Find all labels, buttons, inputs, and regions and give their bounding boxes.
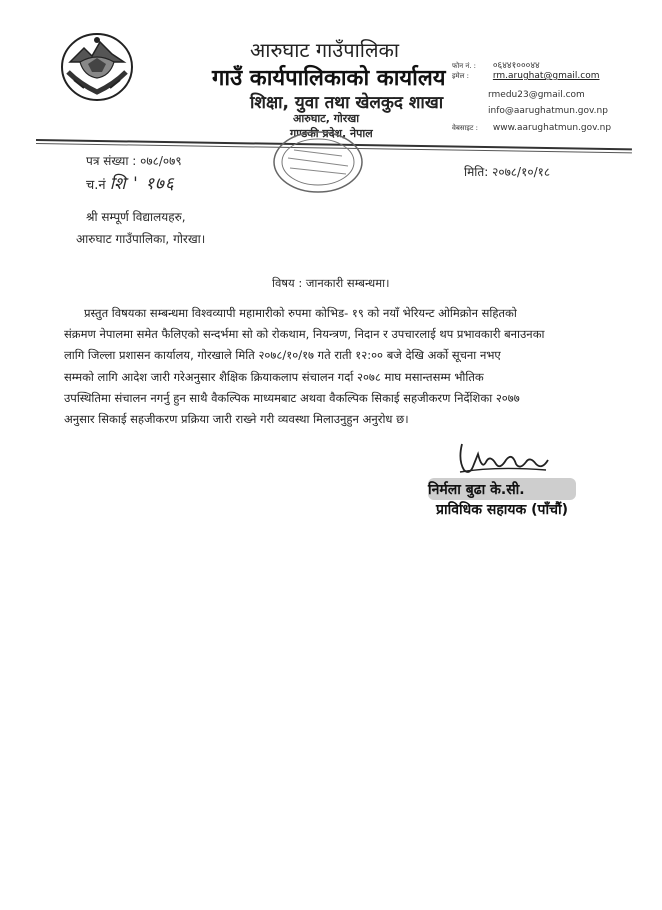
body-line: प्रस्तुत विषयका सम्बन्धमा विश्वव्यापी महामारीको रुपमा कोभिड- १९ को नयाँ भेरियन्ट ओमिक्रोन सहितको bbox=[84, 306, 517, 320]
body-line: संक्रमण नेपालमा समेत फैलिएको सन्दर्भमा सो को रोकथाम, नियन्त्रण, निदान र उपचारलाई थप प्रभावकारी बनाउनका bbox=[64, 327, 545, 341]
reference-number: पत्र संख्या : ०७८/०७९ bbox=[86, 154, 182, 168]
body-line: लागि जिल्ला प्रशासन कार्यालय, गोरखाले मिति २०७८/१०/१७ गते राती १२:०० बजे देखि अर्को सूचना नभए bbox=[64, 348, 501, 362]
signatory-name: निर्मला बुढा के.सी. bbox=[428, 482, 525, 498]
email-line bbox=[452, 71, 600, 81]
phone-value: ०६४४१०००४४ bbox=[492, 61, 540, 71]
org-name: आरुघाट गाउँपालिका bbox=[250, 38, 400, 62]
phone-line bbox=[452, 58, 540, 71]
website-label: वेबसाइट : bbox=[452, 124, 478, 132]
email-secondary[interactable]: rmedu23@gmail.com bbox=[488, 90, 585, 100]
dispatch-prefix: च.नं bbox=[86, 178, 106, 193]
recipient-line-2: आरुघाट गाउँपालिका, गोरखा। bbox=[76, 232, 206, 246]
body-line: अनुसार सिकाई सहजीकरण प्रक्रिया जारी राख्ने गरी व्यवस्था मिलाउनुहुन अनुरोध छ। bbox=[64, 412, 409, 426]
dispatch-number bbox=[86, 171, 175, 194]
signature-mark bbox=[456, 440, 566, 480]
email-label: इमेल : bbox=[452, 72, 469, 80]
website-line bbox=[452, 123, 611, 133]
office-location: आरुघाट, गोरखा bbox=[293, 112, 360, 125]
body-line: उपस्थितिमा संचालन नगर्नु हुन साथै वैकल्पिक माध्यमबाट अथवा वैकल्पिक सिकाई सहजीकरण निर्देशिका २०७७ bbox=[64, 391, 520, 405]
letter-date: मिति: २०७८/१०/१८ bbox=[464, 165, 551, 179]
phone-label: फोन नं. : bbox=[452, 62, 477, 70]
email-tertiary[interactable]: info@aarughatmun.gov.np bbox=[488, 106, 608, 116]
recipient-line-1: श्री सम्पूर्ण विद्यालयहरु, bbox=[86, 210, 186, 224]
section-name: शिक्षा, युवा तथा खेलकुद शाखा bbox=[250, 93, 444, 113]
nepal-emblem-icon bbox=[60, 32, 134, 102]
office-name: गाउँ कार्यपालिकाको कार्यालय bbox=[212, 66, 446, 91]
province-country: गण्डकी प्रदेश, नेपाल bbox=[290, 127, 373, 140]
email-primary-link[interactable]: rm.arughat@gmail.com bbox=[492, 71, 600, 81]
signatory-title: प्राविधिक सहायक (पाँचौं) bbox=[436, 502, 569, 518]
dispatch-number-handwritten: शि ' १७६ bbox=[109, 174, 175, 194]
office-stamp bbox=[270, 128, 366, 196]
body-line: सम्मको लागि आदेश जारी गरेअनुसार शैक्षिक क्रियाकलाप संचालन गर्दा २०७८ माघ मसान्तसम्म भौतिक bbox=[64, 370, 484, 384]
subject-line: विषय : जानकारी सम्बन्धमा। bbox=[272, 276, 390, 290]
website-link[interactable]: www.aarughatmun.gov.np bbox=[492, 123, 612, 133]
